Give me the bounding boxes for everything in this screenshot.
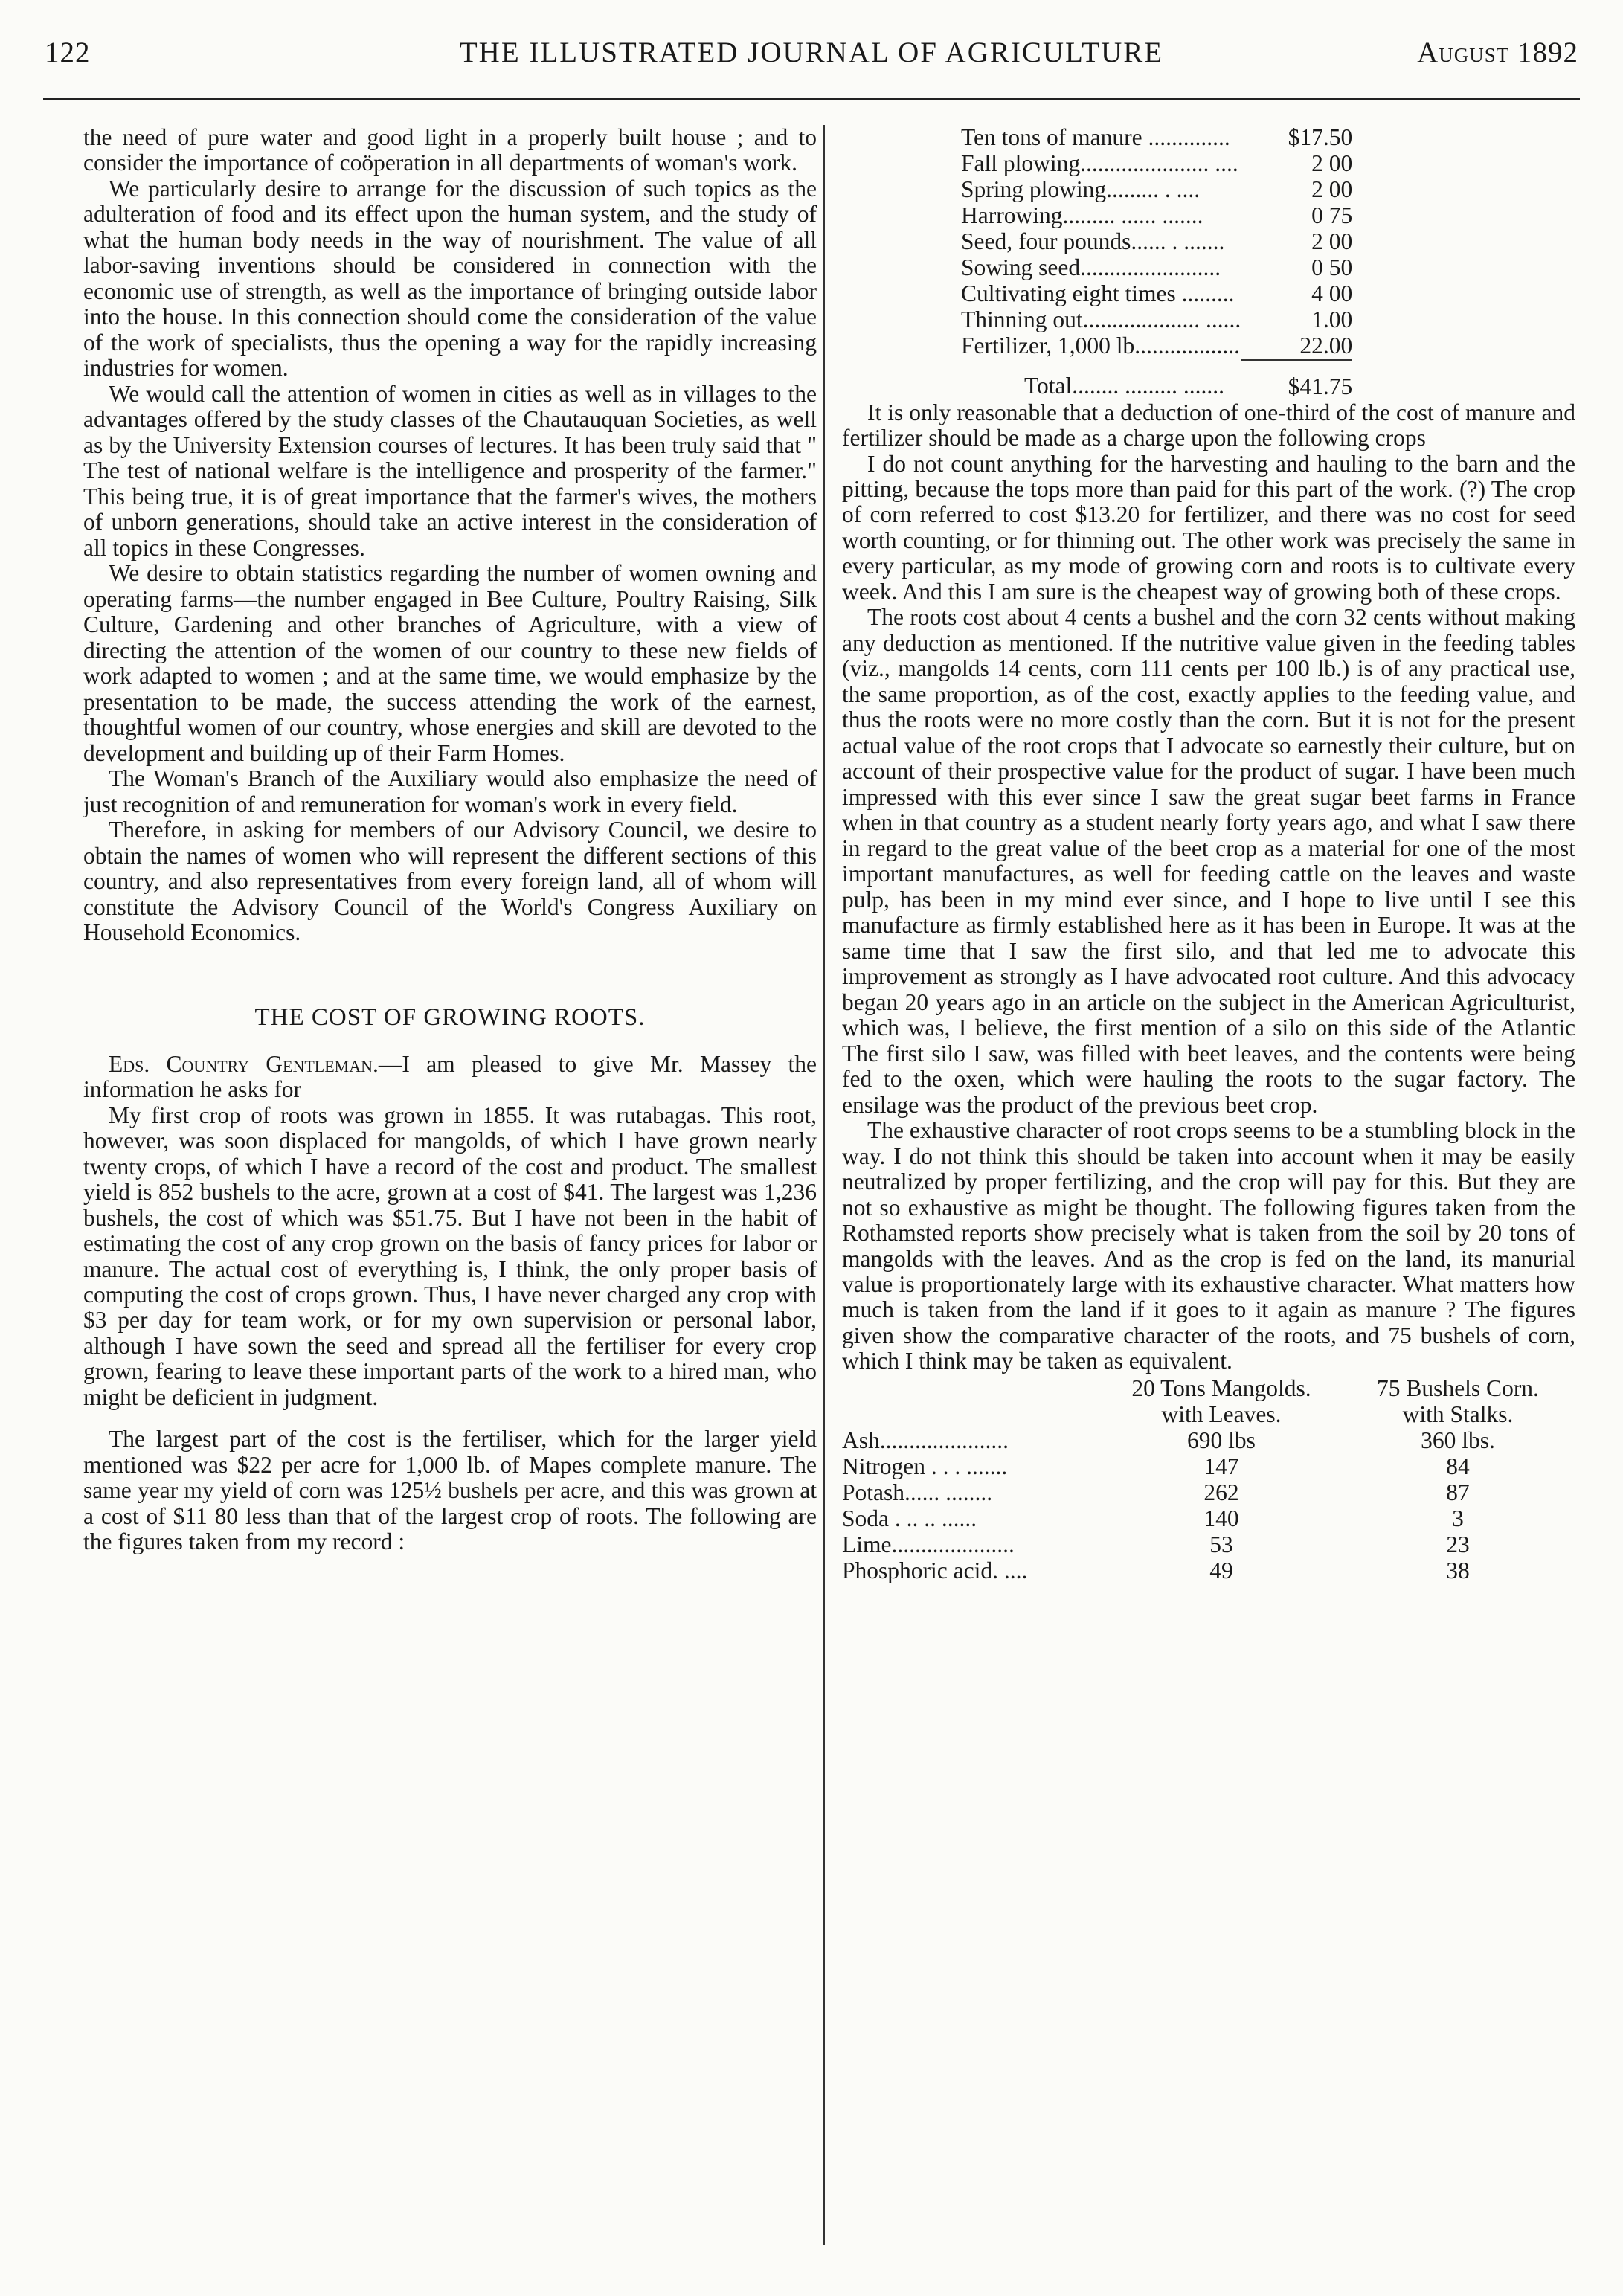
paragraph: We would call the attention of women in cities as well as in villages to the advantages offered by the study classes of the Chautauquan Societies, as well as by the University Extension courses of lectures. It has been truly said that " The test of national welfare is the intelligence and prosperity of the farmer." This being true, it is of great importance that the farmer's wives, the mothers of unborn generations, should take an active interest in the consideration of all topics in these Congresses. [83,380,817,561]
cost-amount: $17.50 [1288,124,1353,150]
mangolds-value: 147 [1203,1453,1239,1479]
comparison-header-row [842,1376,1575,1402]
paragraph: We particularly desire to arrange for the discussion of such topics as the adulteration of food and its effect upon the human system, and the study of what the human body needs in the way of nourishment. The value of all labor-saving inventions should be considered in connection with the economic use of strength, as well as the importance of bringing outside labor into the house. In this connection should come the consideration of the value of the work of specialists, thus the opening a way for the rapidly increasing industries for women. [83,175,817,382]
corn-value: 3 [1452,1505,1464,1531]
comparison-subheader-row [842,1402,1575,1428]
mangolds-value: 690 lbs [1187,1427,1256,1453]
mangolds-value: 49 [1209,1557,1233,1583]
cost-row [961,281,1352,307]
cost-amount: 1.00 [1311,306,1353,332]
cost-row [961,229,1352,255]
cost-item: Sowing seed........................ [961,254,1221,280]
cost-row [961,255,1352,281]
comparison-row [842,1480,1575,1506]
comparison-row [842,1454,1575,1480]
cost-item: Thinning out.................... ...... [961,306,1241,332]
comparison-row [842,1558,1575,1584]
corn-value: 87 [1446,1479,1470,1505]
cost-table [961,125,1352,400]
cost-amount: 0 50 [1311,254,1353,280]
paragraph: I do not count anything for the harvesting and hauling to the barn and the pitting, because the tops more than paid for this part of the work. (?) The crop of corn referred to cost $13.20 for fertilizer, and there was no cost for seed worth counting, or for thinning out. The other work was precisely the same in every particular, as my mode of growing corn and roots is to cultivate every week. And this I am sure is the cheapest way of growing both of these crops. [842,450,1575,605]
comparison-row [842,1532,1575,1558]
mangolds-subheader: with Leaves. [1161,1401,1282,1427]
mangolds-value: 53 [1209,1531,1233,1557]
cost-row [961,177,1352,203]
cost-item: Fertilizer, 1,000 lb.................. [961,332,1240,359]
corn-value: 23 [1446,1531,1470,1557]
cost-amount: 4 00 [1311,280,1353,306]
cost-total-amount: $41.75 [1241,360,1352,400]
salutation-paragraph [83,1052,817,1103]
nutrient-label: Potash...... ........ [842,1479,993,1505]
column-divider [823,125,825,2245]
nutrient-label: Lime..................... [842,1531,1015,1557]
cost-amount: 2 00 [1311,149,1353,176]
cost-amount: 2 00 [1311,228,1353,254]
cost-item: Cultivating eight times ......... [961,280,1235,306]
salutation-text: —I am pleased to give Mr. Massey the information he asks for [83,1050,817,1103]
cost-row [961,307,1352,333]
cost-amount: 0 75 [1311,202,1353,228]
salutation: Eds. Country Gentleman. [109,1050,379,1077]
cost-item: Fall plowing...................... .... [961,149,1238,176]
left-column [83,125,817,1555]
paragraph: It is only reasonable that a deduction of one-third of the cost of manure and fertilizer should be made as a charge upon the following crops [842,399,1575,451]
mangolds-value: 140 [1203,1505,1239,1531]
corn-value: 38 [1446,1557,1470,1583]
paragraph: The exhaustive character of root crops seems to be a stumbling block in the way. I do not think this should be taken into account when it may be easily neutralized by proper fertilizing, and the crop will pay for this. But they are not so exhaustive as might be thought. The following figures taken from the Rothamsted reports show precisely what is taken from the soil by 20 tons of mangolds with the leaves. And as the crop is fed on the land, its manurial value is proportionately large with its exhaustive character. What matters how much is taken from the land if it goes to it again as manure ? The figures given show the comparative character of the roots, and 75 bushels of corn, which I think may be taken as equivalent. [842,1117,1575,1374]
cost-item: Seed, four pounds...... . ....... [961,228,1225,254]
paragraph: The roots cost about 4 cents a bushel and the corn 32 cents without making any deduction as mentioned. If the nutritive value given in the feeding tables (viz., mangolds 14 cents, corn 111 cents per 100 lb.) is of any practical use, the same proportion, as of the cost, exactly applies to the feeding value, and thus the roots were no more costly than the corn. But it is not for the present actual value of the root crops that I advocate so earnestly their culture, but on account of their prospective value for the product of sugar. I have been much impressed with this ever since I saw the great sugar beet farms in France when in that country as a student nearly forty years ago, and what I saw there in regard to the great value of the beet crop as a material for one of the most important manufactures, as well for feeding cattle on the leaves and waste pulp, has been in my mind ever since, and I hope to live until I see this manufacture as firmly established here as it has been in Europe. It was at the same time that I saw the first silo, and that led me to advocate this improvement as strongly as I have advocated root culture. And this advocacy began 20 years ago in an article on the subject in the American Agriculturist, which was, I believe, the first mention of a silo on this side of the Atlantic The first silo I saw, was filled with beet leaves, and the contents were being fed to the oxen, which were hauling the roots to the sugar factory. The ensilage was the product of the previous beet crop. [842,604,1575,1118]
issue-date: August 1892 [1417,36,1578,68]
paragraph: Therefore, in asking for members of our Advisory Council, we desire to obtain the names of women who will represent the different sections of this country, and also representatives from every foreign land, all of whom will constitute the Advisory Council of the World's Congress Auxiliary on Household Economics. [83,817,817,946]
corn-subheader: with Stalks. [1402,1401,1514,1427]
cost-total-row [961,360,1352,400]
cost-item: Spring plowing......... . .... [961,176,1201,202]
comparison-table [842,1376,1575,1584]
page-header [45,36,1578,73]
corn-header: 75 Bushels Corn. [1377,1374,1539,1401]
header-rule [43,98,1580,100]
comparison-row [842,1506,1575,1532]
nutrient-label: Nitrogen . . . ....... [842,1453,1008,1479]
page-number: 122 [45,36,91,68]
paragraph: The Woman's Branch of the Auxiliary would also emphasize the need of just recognition of and remuneration for woman's work in every field. [83,765,817,817]
cost-row [961,203,1352,229]
paragraph: the need of pure water and good light in a properly built house ; and to consider the importance of coöperation in all departments of woman's work. [83,124,817,176]
comparison-row [842,1428,1575,1454]
cost-row [961,151,1352,177]
cost-amount: 2 00 [1311,176,1353,202]
paragraph: My first crop of roots was grown in 1855. It was rutabagas. This root, however, was soon displaced for mangolds, of which I have grown nearly twenty crops, of which I have a record of the cost and product. The smallest yield is 852 bushels to the acre, grown at a cost of $41. The largest was 1,236 bushels, the cost of which was $51.75. But I have not been in the habit of estimating the cost of any crop grown on the basis of fancy prices for labor or manure. The actual cost of everything is, I think, the only proper basis of computing the cost of crops grown. Thus, I have never charged any crop with $3 per day for team work, or for my own supervision or personal labor, although I have sown the seed and spread all the fertiliser for every crop grown, fearing to leave these important parts of the work to a hired man, who might be deficient in judgment. [83,1102,817,1410]
nutrient-label: Soda . .. .. ...... [842,1505,977,1531]
article-heading: THE COST OF GROWING ROOTS. [254,1003,646,1031]
corn-value: 360 lbs. [1421,1427,1495,1453]
corn-value: 84 [1446,1453,1470,1479]
cost-amount: 22.00 [1299,332,1353,358]
mangolds-header: 20 Tons Mangolds. [1131,1374,1311,1401]
cost-item: Ten tons of manure .............. [961,124,1230,150]
cost-row [961,333,1352,360]
paragraph: The largest part of the cost is the fertiliser, which for the larger yield mentioned was $22 per acre for 1,000 lb. of Mapes complete manure. The same year my yield of corn was 125½ bushels per acre, and this was grown at a cost of $11 80 less than that of the largest crop of roots. The following are the figures taken from my record : [83,1426,817,1555]
cost-row [961,125,1352,151]
nutrient-label: Phosphoric acid. .... [842,1557,1028,1583]
cost-total-label: Total........ ......... ....... [1024,373,1225,399]
paragraph: We desire to obtain statistics regarding the number of women owning and operating farms—the number engaged in Bee Culture, Poultry Raising, Silk Culture, Gardening and other branches of Agriculture, with a view of directing the attention of the women of our country to these new fields of work adapted to women ; and at the same time, we would emphasize by the presentation to be made, the success attending the work of the earnest, thoughtful women of our country, whose energies and skill are devoted to the development and building up of their Farm Homes. [83,560,817,766]
journal-title: THE ILLUSTRATED JOURNAL OF AGRICULTURE [459,36,1164,68]
mangolds-value: 262 [1203,1479,1239,1505]
cost-item: Harrowing......... ...... ....... [961,202,1203,228]
nutrient-label: Ash...................... [842,1427,1009,1453]
right-column [842,125,1575,1584]
